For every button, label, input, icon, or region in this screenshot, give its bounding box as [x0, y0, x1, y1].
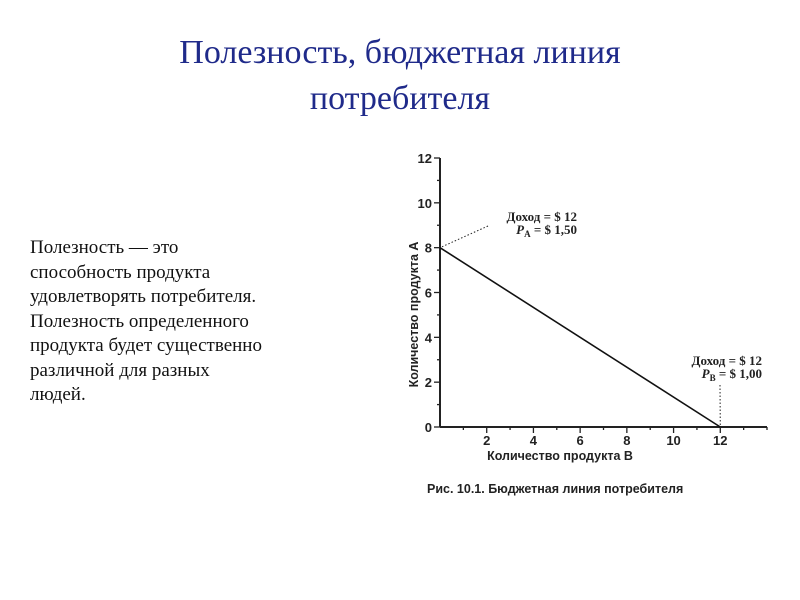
- y-tick-label: 4: [424, 330, 432, 346]
- x-tick-label: 4: [529, 433, 538, 448]
- definition-line: Полезность определенного: [30, 310, 249, 332]
- annotation-label: Доход = $ 12: [506, 209, 577, 224]
- annotation-leader: [440, 226, 488, 248]
- y-tick-label: 8: [424, 240, 432, 256]
- definition-line: различной для разных: [30, 359, 210, 381]
- definition-line: способность продукта: [30, 261, 211, 283]
- annotation-label: Доход = $ 12: [691, 353, 762, 368]
- slide-title-line-1: Полезность, бюджетная линия: [179, 34, 621, 71]
- x-tick-label: 6: [576, 433, 584, 448]
- x-tick-label: 10: [666, 433, 681, 448]
- annotation-label: $P_A$ = $ 1,50: [516, 222, 577, 239]
- annotation-label: $P_B$ = $ 1,00: [701, 366, 762, 383]
- x-axis-label: Количество продукта В: [487, 449, 633, 463]
- y-tick-label: 12: [417, 151, 432, 166]
- x-tick-label: 2: [483, 433, 491, 448]
- y-tick-label: 0: [424, 420, 432, 435]
- definition-line: удовлетворять потребителя.: [30, 286, 257, 307]
- definition-line: людей.: [30, 384, 86, 405]
- slide-title-line-2: потребителя: [309, 80, 491, 117]
- definition-line: Полезность — это: [30, 237, 179, 258]
- figure-caption: Рис. 10.1. Бюджетная линия потребителя: [427, 482, 684, 496]
- y-axis-label: Количество продукта А: [407, 241, 421, 388]
- y-tick-label: 10: [417, 195, 432, 211]
- x-tick-label: 8: [623, 433, 631, 448]
- definition-line: продукта будет существенно: [30, 335, 262, 356]
- budget-line: [440, 248, 720, 427]
- y-tick-label: 2: [424, 375, 432, 391]
- y-tick-label: 6: [424, 285, 432, 301]
- x-tick-label: 12: [713, 433, 728, 448]
